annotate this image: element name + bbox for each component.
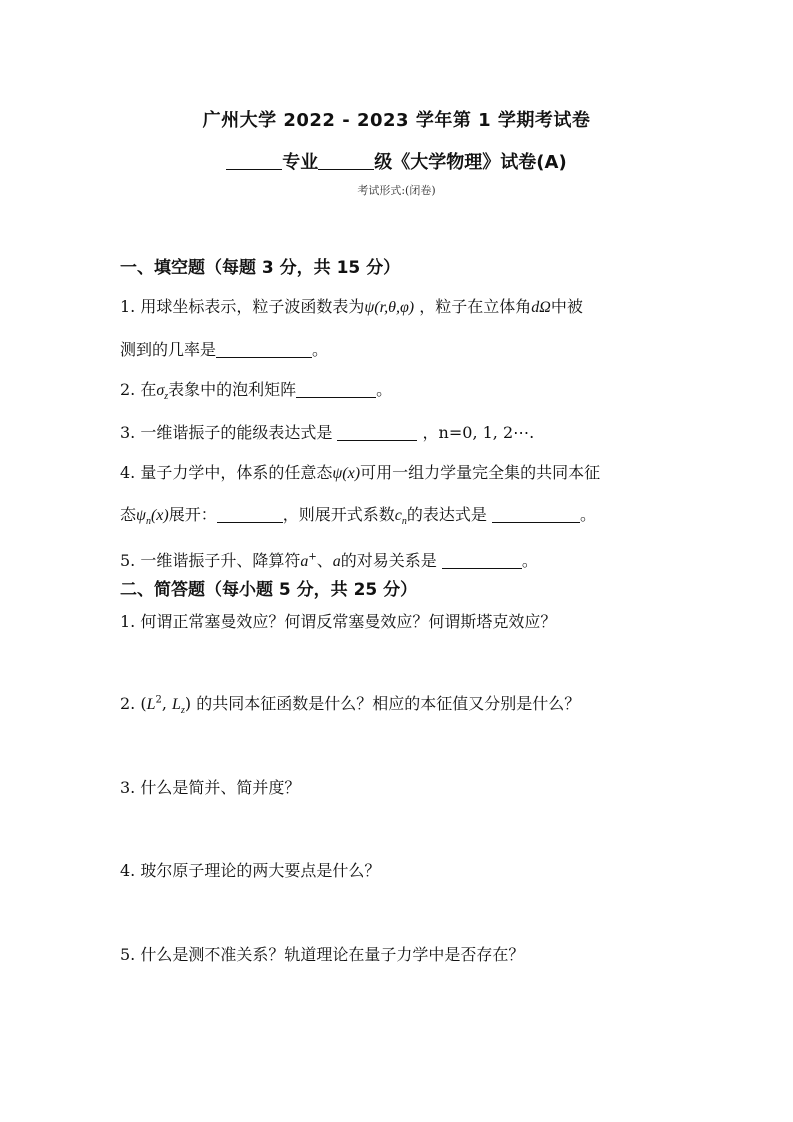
q1-text-b: ，粒子在立体角 — [419, 297, 532, 316]
question-2-5: 5. 什么是测不准关系？轨道理论在量子力学中是否存在？ — [120, 945, 525, 964]
q2-text-b: 表象中的泡利矩阵 — [168, 380, 297, 399]
section2-heading: 二、简答题（每小题 5 分，共 25 分） — [120, 580, 418, 600]
q2-sub: z — [164, 391, 169, 403]
punct: 。 — [521, 551, 538, 570]
question-2-1: 1. 何谓正常塞曼效应？何谓反常塞曼效应？何谓斯塔克效应？ — [120, 612, 557, 631]
q4-text: 4. 量子力学中，体系的任意态 — [120, 463, 333, 482]
q5-math2: a — [332, 553, 341, 570]
q4-math: ψ(x) — [332, 465, 361, 482]
question-1-5 — [120, 548, 538, 571]
question-1-1-cont — [120, 337, 328, 360]
q1-math2: dΩ — [531, 299, 551, 316]
q4-math4: c — [394, 507, 402, 524]
answer-blank[interactable] — [216, 342, 312, 358]
exam-form: 考试形式:(闭卷) — [357, 184, 436, 197]
q4-text-d: 展开： — [168, 505, 217, 524]
question-1-2 — [120, 377, 392, 402]
major-blank — [226, 153, 282, 170]
question-2-3: 3. 什么是简并、简并度？ — [120, 778, 301, 797]
q2-text: 2. 在 — [120, 380, 157, 399]
q5-math: a — [300, 553, 309, 570]
question-1-4-cont — [120, 502, 596, 527]
q1-text-c: 中被 — [550, 297, 583, 316]
grade-blank — [318, 153, 374, 170]
q2-2-paren: ) — [184, 694, 192, 713]
q4-sub4: n — [401, 516, 407, 528]
grade-label: 级《大学物理》试卷(A) — [374, 152, 567, 173]
exam-subtitle — [0, 148, 793, 174]
major-label: 专业 — [282, 152, 319, 173]
q4-math2: ψ — [136, 507, 146, 524]
punct: 。 — [376, 380, 393, 399]
q4-text-e: ，则展开式系数 — [282, 505, 395, 524]
answer-blank[interactable] — [442, 553, 522, 569]
q4-text-b: 可用一组力学量完全集的共同本征 — [360, 463, 601, 482]
q4-text-f: 的表达式是 — [406, 505, 487, 524]
question-1-4 — [120, 460, 600, 483]
question-2-4: 4. 玻尔原子理论的两大要点是什么？ — [120, 861, 381, 880]
q1-text-d: 测到的几率是 — [120, 340, 217, 359]
exam-title: 广州大学 2022 - 2023 学年第 1 学期考试卷 — [202, 110, 591, 131]
q1-text: 1. 用球坐标表示，粒子波函数表为 — [120, 297, 365, 316]
answer-blank[interactable] — [492, 507, 580, 523]
q2-2-math2: L — [172, 696, 181, 713]
question-1-1 — [120, 294, 583, 317]
answer-blank[interactable] — [217, 507, 283, 523]
q2-2-sub2: z — [180, 705, 185, 717]
q2-2-comma: , — [161, 694, 173, 713]
question-1-3 — [120, 420, 534, 443]
q2-math: σ — [156, 382, 165, 399]
punct: 。 — [579, 505, 596, 524]
q5-text-c: 的对易关系是 — [340, 551, 437, 570]
q3-text: 3. 一维谐振子的能级表达式是 — [120, 423, 333, 442]
q5-sup: + — [308, 551, 317, 563]
q2-2-sup: 2 — [155, 694, 162, 706]
q5-text: 5. 一维谐振子升、降算符 — [120, 551, 301, 570]
q4-sub2: n — [145, 516, 151, 528]
q2-2-text-d: 的共同本征函数是什么？相应的本征值又分别是什么？ — [191, 694, 581, 713]
answer-blank[interactable] — [296, 382, 376, 398]
q2-2-math: L — [146, 696, 156, 713]
q1-math: ψ(r,θ,φ) — [364, 299, 415, 316]
q5-text-b: 、 — [316, 551, 333, 570]
q4-math3: (x) — [150, 507, 169, 524]
punct: 。 — [312, 340, 329, 359]
q4-text-c: 态 — [120, 505, 137, 524]
question-2-2 — [120, 691, 580, 716]
answer-blank[interactable] — [337, 425, 417, 441]
q2-2-text: 2. ( — [120, 694, 147, 713]
section1-heading: 一、填空题（每题 3 分，共 15 分） — [120, 258, 401, 278]
q3-text-b: ，n=0, 1, 2⋯. — [422, 423, 535, 442]
